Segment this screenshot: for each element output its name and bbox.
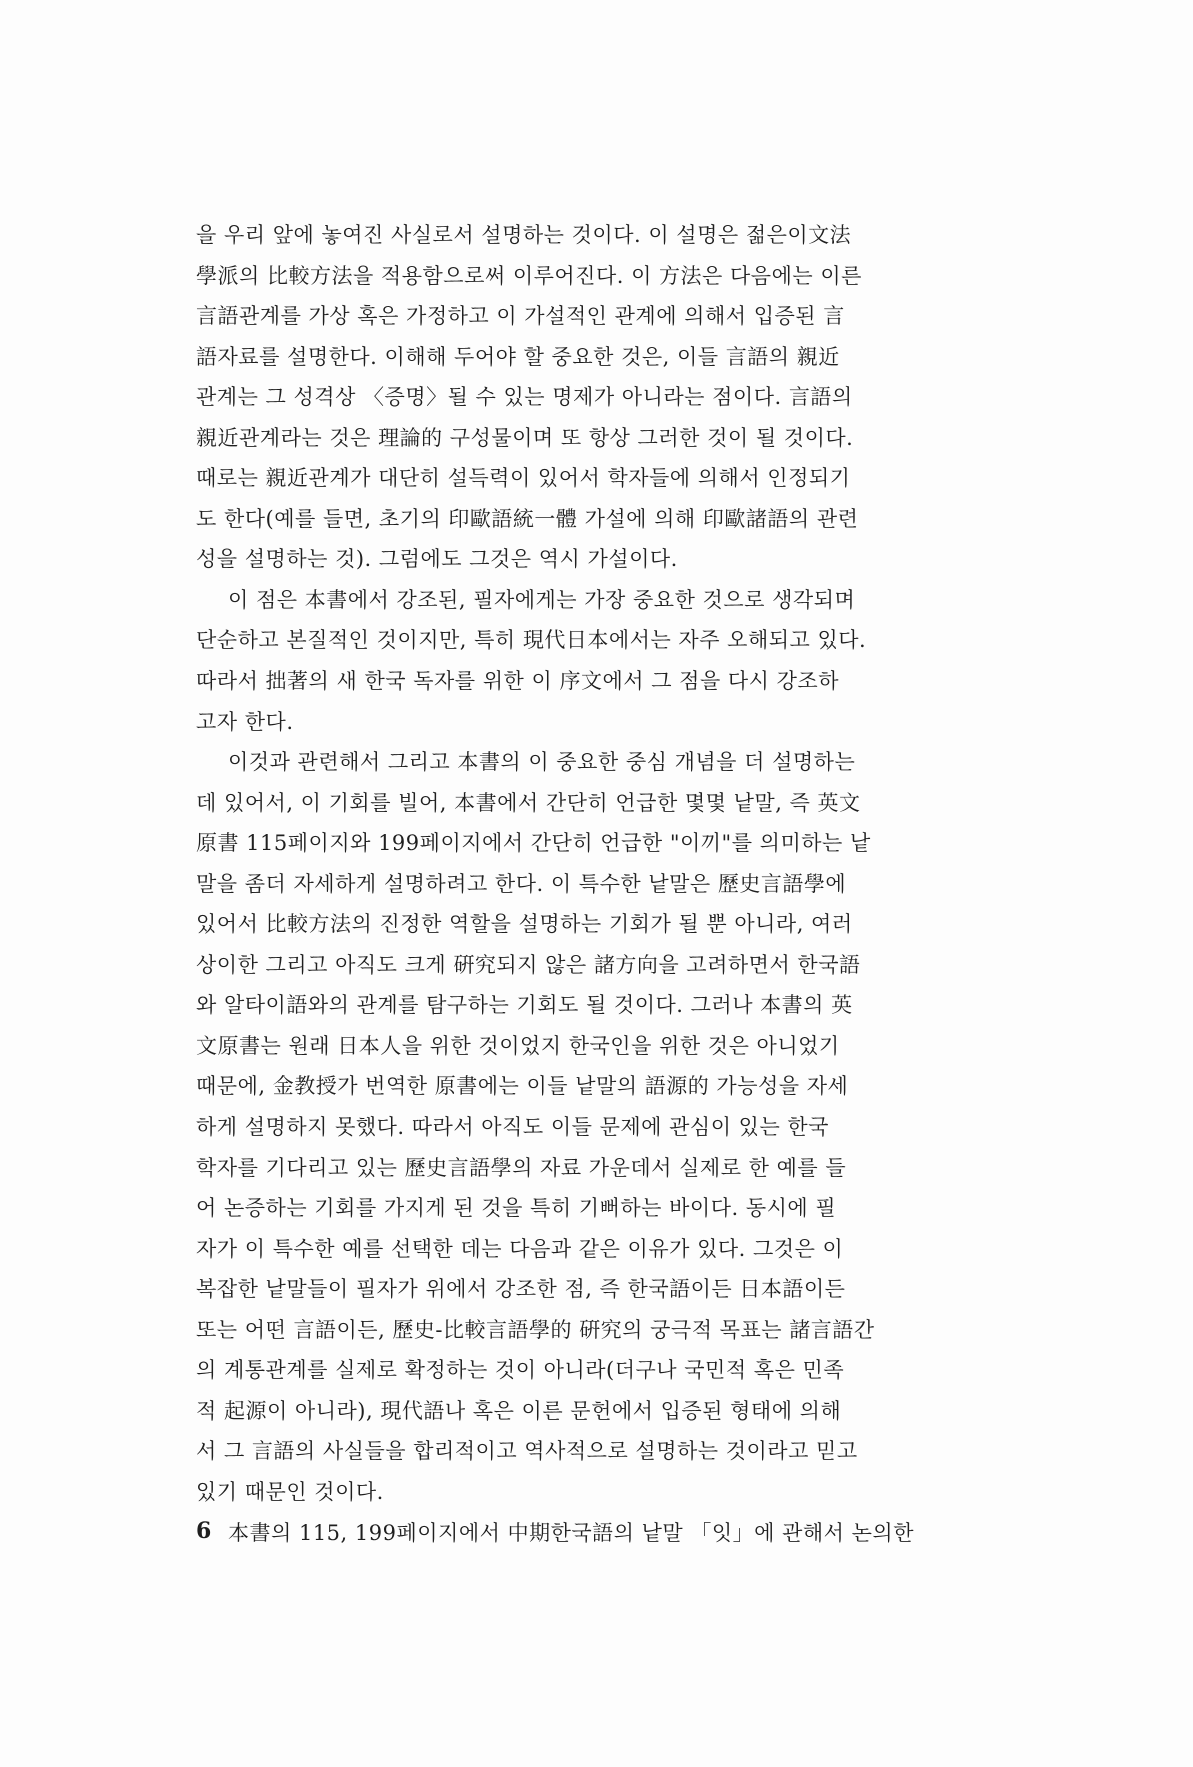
body-text xyxy=(196,215,1039,1553)
text-line: 관계는 그 성격상 〈증명〉될 수 있는 명제가 아니라는 점이다. 言語의 xyxy=(196,385,853,410)
text-line: 서 그 言語의 사실들을 합리적이고 역사적으로 설명하는 것이라고 믿고 xyxy=(196,1439,858,1464)
text-line: 성을 설명하는 것). 그럼에도 그것은 역시 가설이다. xyxy=(196,547,678,572)
text-line: 하게 설명하지 못했다. 따라서 아직도 이들 문제에 관심이 있는 한국 xyxy=(196,1115,829,1140)
text-line: 을 우리 앞에 놓여진 사실로서 설명하는 것이다. 이 설명은 젊은이文法 xyxy=(196,223,852,247)
text-line: 어 논증하는 기회를 가지게 된 것을 특히 기뻐하는 바이다. 동시에 필 xyxy=(196,1196,837,1221)
text-line: 자가 이 특수한 예를 선택한 데는 다음과 같은 이유가 있다. 그것은 이 xyxy=(196,1236,844,1261)
text-line: 親近관계라는 것은 理論的 구성물이며 또 항상 그러한 것이 될 것이다. xyxy=(196,425,854,450)
text-line: 의 계통관계를 실제로 확정하는 것이 아니라(더구나 국민적 혹은 민족 xyxy=(196,1358,845,1383)
text-line: 데 있어서, 이 기회를 빌어, 本書에서 간단히 언급한 몇몇 낱말, 즉 英文 xyxy=(196,790,861,815)
page-number: 6 xyxy=(196,1518,212,1544)
text-line: 적 起源이 아니라), 現代語나 혹은 이른 문헌에서 입증된 형태에 의해 xyxy=(196,1398,842,1423)
text-line: 때문에, 金教授가 번역한 原書에는 이들 낱말의 語源的 가능성을 자세 xyxy=(196,1074,849,1099)
paragraph-start-line: 이것과 관련해서 그리고 本書의 이 중요한 중심 개념을 더 설명하는 xyxy=(228,750,856,775)
text-line: 도 한다(예를 들면, 초기의 印歐語統一體 가설에 의해 印歐諸語의 관련 xyxy=(196,506,859,531)
text-line: 학자를 기다리고 있는 歷史言語學의 자료 가운데서 실제로 한 예를 들 xyxy=(196,1155,847,1180)
text-line: 와 알타이語와의 관계를 탐구하는 기회도 될 것이다. 그러나 本書의 英 xyxy=(196,993,853,1018)
text-line: 있어서 比較方法의 진정한 역할을 설명하는 기회가 될 뿐 아니라, 여러 xyxy=(196,912,853,937)
text-line: 단순하고 본질적인 것이지만, 특히 現代日本에서는 자주 오해되고 있다. xyxy=(196,628,867,653)
text-line: 있기 때문인 것이다. xyxy=(196,1479,384,1504)
text-line: 때로는 親近관계가 대단히 설득력이 있어서 학자들에 의해서 인정되기 xyxy=(196,466,851,491)
text-line: 原書 115페이지와 199페이지에서 간단히 언급한 "이끼"를 의미하는 낱 xyxy=(196,831,871,856)
text-line: 말을 좀더 자세하게 설명하려고 한다. 이 특수한 낱말은 歷史言語學에 xyxy=(196,871,847,896)
text-line: 복잡한 낱말들이 필자가 위에서 강조한 점, 즉 한국語이든 日本語이든 xyxy=(196,1277,846,1302)
text-line: 語자료를 설명한다. 이해해 두어야 할 중요한 것은, 이들 言語의 親近 xyxy=(196,344,840,369)
text-line: 學派의 比較方法을 적용함으로써 이루어진다. 이 方法은 다음에는 이른 xyxy=(196,263,862,288)
text-line: 고자 한다. xyxy=(196,709,294,734)
text-line: 文原書는 원래 日本人을 위한 것이었지 한국인을 위한 것은 아니었기 xyxy=(196,1033,840,1058)
text-line: 따라서 拙著의 새 한국 독자를 위한 이 序文에서 그 점을 다시 강조하 xyxy=(196,669,840,694)
paragraph-start-line: 本書의 115, 199페이지에서 中期한국語의 낱말 「잇」에 관해서 논의한 xyxy=(228,1520,914,1545)
paragraph-start-line: 이 점은 本書에서 강조된, 필자에게는 가장 중요한 것으로 생각되며 xyxy=(228,587,856,612)
text-line: 상이한 그리고 아직도 크게 硏究되지 않은 諸方向을 고려하면서 한국語 xyxy=(196,952,861,977)
text-line: 言語관계를 가상 혹은 가정하고 이 가설적인 관계에 의해서 입증된 言 xyxy=(196,304,845,329)
text-line: 또는 어떤 言語이든, 歷史-比較言語學的 硏究의 궁극적 목표는 諸言語간 xyxy=(196,1317,875,1342)
